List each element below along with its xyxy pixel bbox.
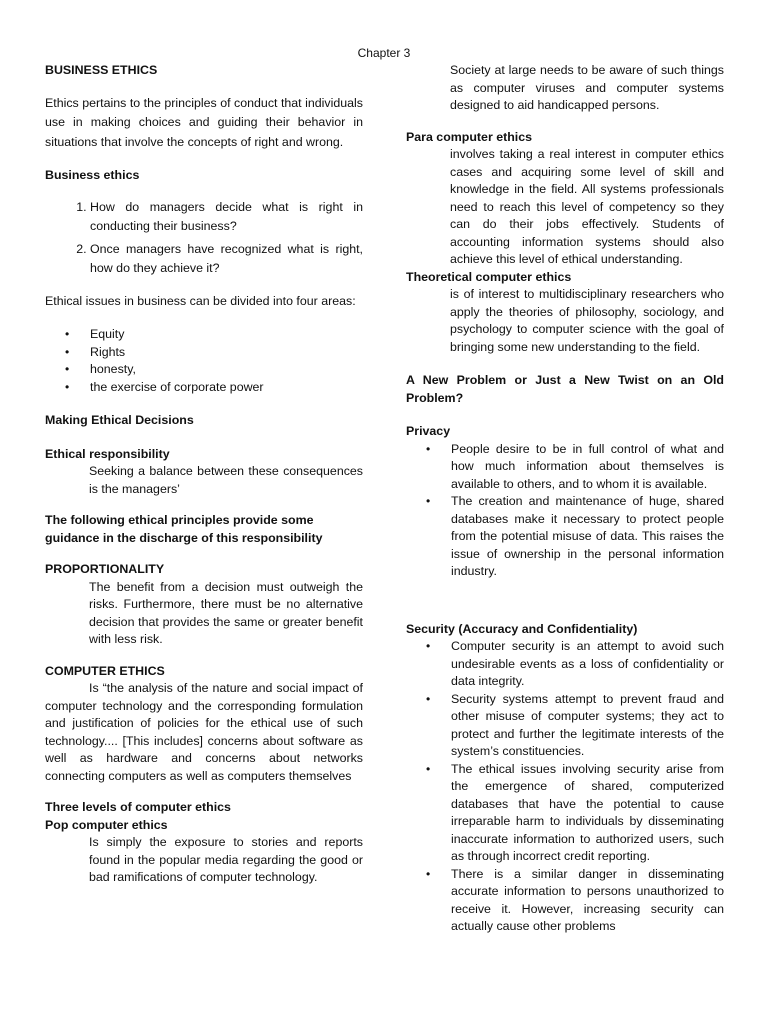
question-item: 2. Once managers have recognized what is right, how do they achieve it?: [90, 240, 363, 278]
ethical-responsibility-heading: Ethical responsibility: [45, 446, 170, 461]
proportionality-heading: PROPORTIONALITY: [45, 562, 165, 577]
area-item: • honesty,: [90, 361, 363, 379]
principles-intro: The following ethical principles provide some guidance in the discharge of this responsibility: [45, 513, 323, 545]
pop-heading: Pop computer ethics: [45, 817, 168, 832]
para-heading: Para computer ethics: [406, 129, 533, 144]
para-text: involves taking a real interest in computer ethics cases and acquiring some level of skill and knowledge in the field. All systems professionals need to reach this level of competency so they can do their jobs effectively. Students of accounting information systems should also achieve this level of ethical understanding.: [450, 147, 724, 266]
ethics-definition: Ethics pertains to the principles of conduct that individuals use in making choices and guiding their behavior in situations that involve the concepts of right and wrong.: [45, 95, 363, 150]
security-list: [406, 638, 724, 936]
security-item: • Computer security is an attempt to avoid such undesirable events as a loss of confidentiality or data integrity.: [451, 638, 724, 691]
area-item: • the exercise of corporate power: [90, 379, 363, 397]
security-item: • There is a similar danger in disseminating accurate information to persons unauthorized to receive it. However, increasing security can actually cause other problems: [451, 866, 724, 936]
questions-list: [45, 198, 363, 278]
chapter-title: Chapter 3: [357, 46, 411, 60]
question-item: 1. How do managers decide what is right in conducting their business?: [90, 198, 363, 236]
computer-ethics-text: Is “the analysis of the nature and social impact of computer technology and the corresponding formulation and justification of policies for the ethical use of such technology.... [This includes] concerns about software as well as hardware and concerns about networks connecting computers as well as computers themselves: [45, 681, 363, 783]
three-levels-heading: Three levels of computer ethics: [45, 800, 231, 815]
proportionality-text: The benefit from a decision must outweigh the risks. Furthermore, there must be no alternative decision that provides the same or greater benefit with less risk.: [89, 579, 363, 647]
privacy-item: • People desire to be in full control of what and how much information about themselves is available to others, and to whom it is available.: [451, 441, 724, 494]
new-problem-heading: A New Problem or Just a New Twist on an Old Problem?: [406, 373, 724, 405]
pop-text: Is simply the exposure to stories and reports found in the popular media regarding the good or bad ramifications of computer technology.: [89, 835, 363, 885]
security-heading: Security (Accuracy and Confidentiality): [406, 621, 638, 636]
left-column: [45, 62, 363, 887]
privacy-list: [406, 441, 724, 581]
theoretical-text: is of interest to multidisciplinary researchers who apply the theories of philosophy, sociology, and psychology to computer science with the goal of bringing some new understanding to the field.: [450, 287, 724, 354]
four-areas-intro: Ethical issues in business can be divided into four areas:: [45, 294, 356, 309]
privacy-heading: Privacy: [406, 424, 451, 438]
business-ethics-subheading: Business ethics: [45, 167, 140, 182]
area-item: • Rights: [90, 344, 363, 362]
privacy-item: • The creation and maintenance of huge, shared databases make it necessary to protect people from the potential misuse of data. This raises the issue of ownership in the personal information industry.: [451, 493, 724, 581]
pop-continued-text: Society at large needs to be aware of such things as computer viruses and computer systems designed to aid handicapped persons.: [450, 63, 724, 112]
security-item: • The ethical issues involving security arise from the emergence of shared, computerized databases that have the potential to cause irreparable harm to individuals by disseminating inaccurate information to authorized users, such as through incorrect credit reporting.: [451, 761, 724, 866]
making-decisions-heading: Making Ethical Decisions: [45, 413, 194, 428]
security-item: • Security systems attempt to prevent fraud and other misuse of computer systems; they act to protect and further the legitimate interests of the system’s constituencies.: [451, 691, 724, 761]
area-item: • Equity: [90, 326, 363, 344]
theoretical-heading: Theoretical computer ethics: [406, 269, 572, 284]
four-areas-list: [45, 326, 363, 396]
computer-ethics-heading: COMPUTER ETHICS: [45, 663, 165, 678]
business-ethics-heading: BUSINESS ETHICS: [45, 63, 158, 77]
ethical-responsibility-text: Seeking a balance between these consequences is the managers’: [89, 464, 363, 496]
right-column: [406, 62, 724, 936]
